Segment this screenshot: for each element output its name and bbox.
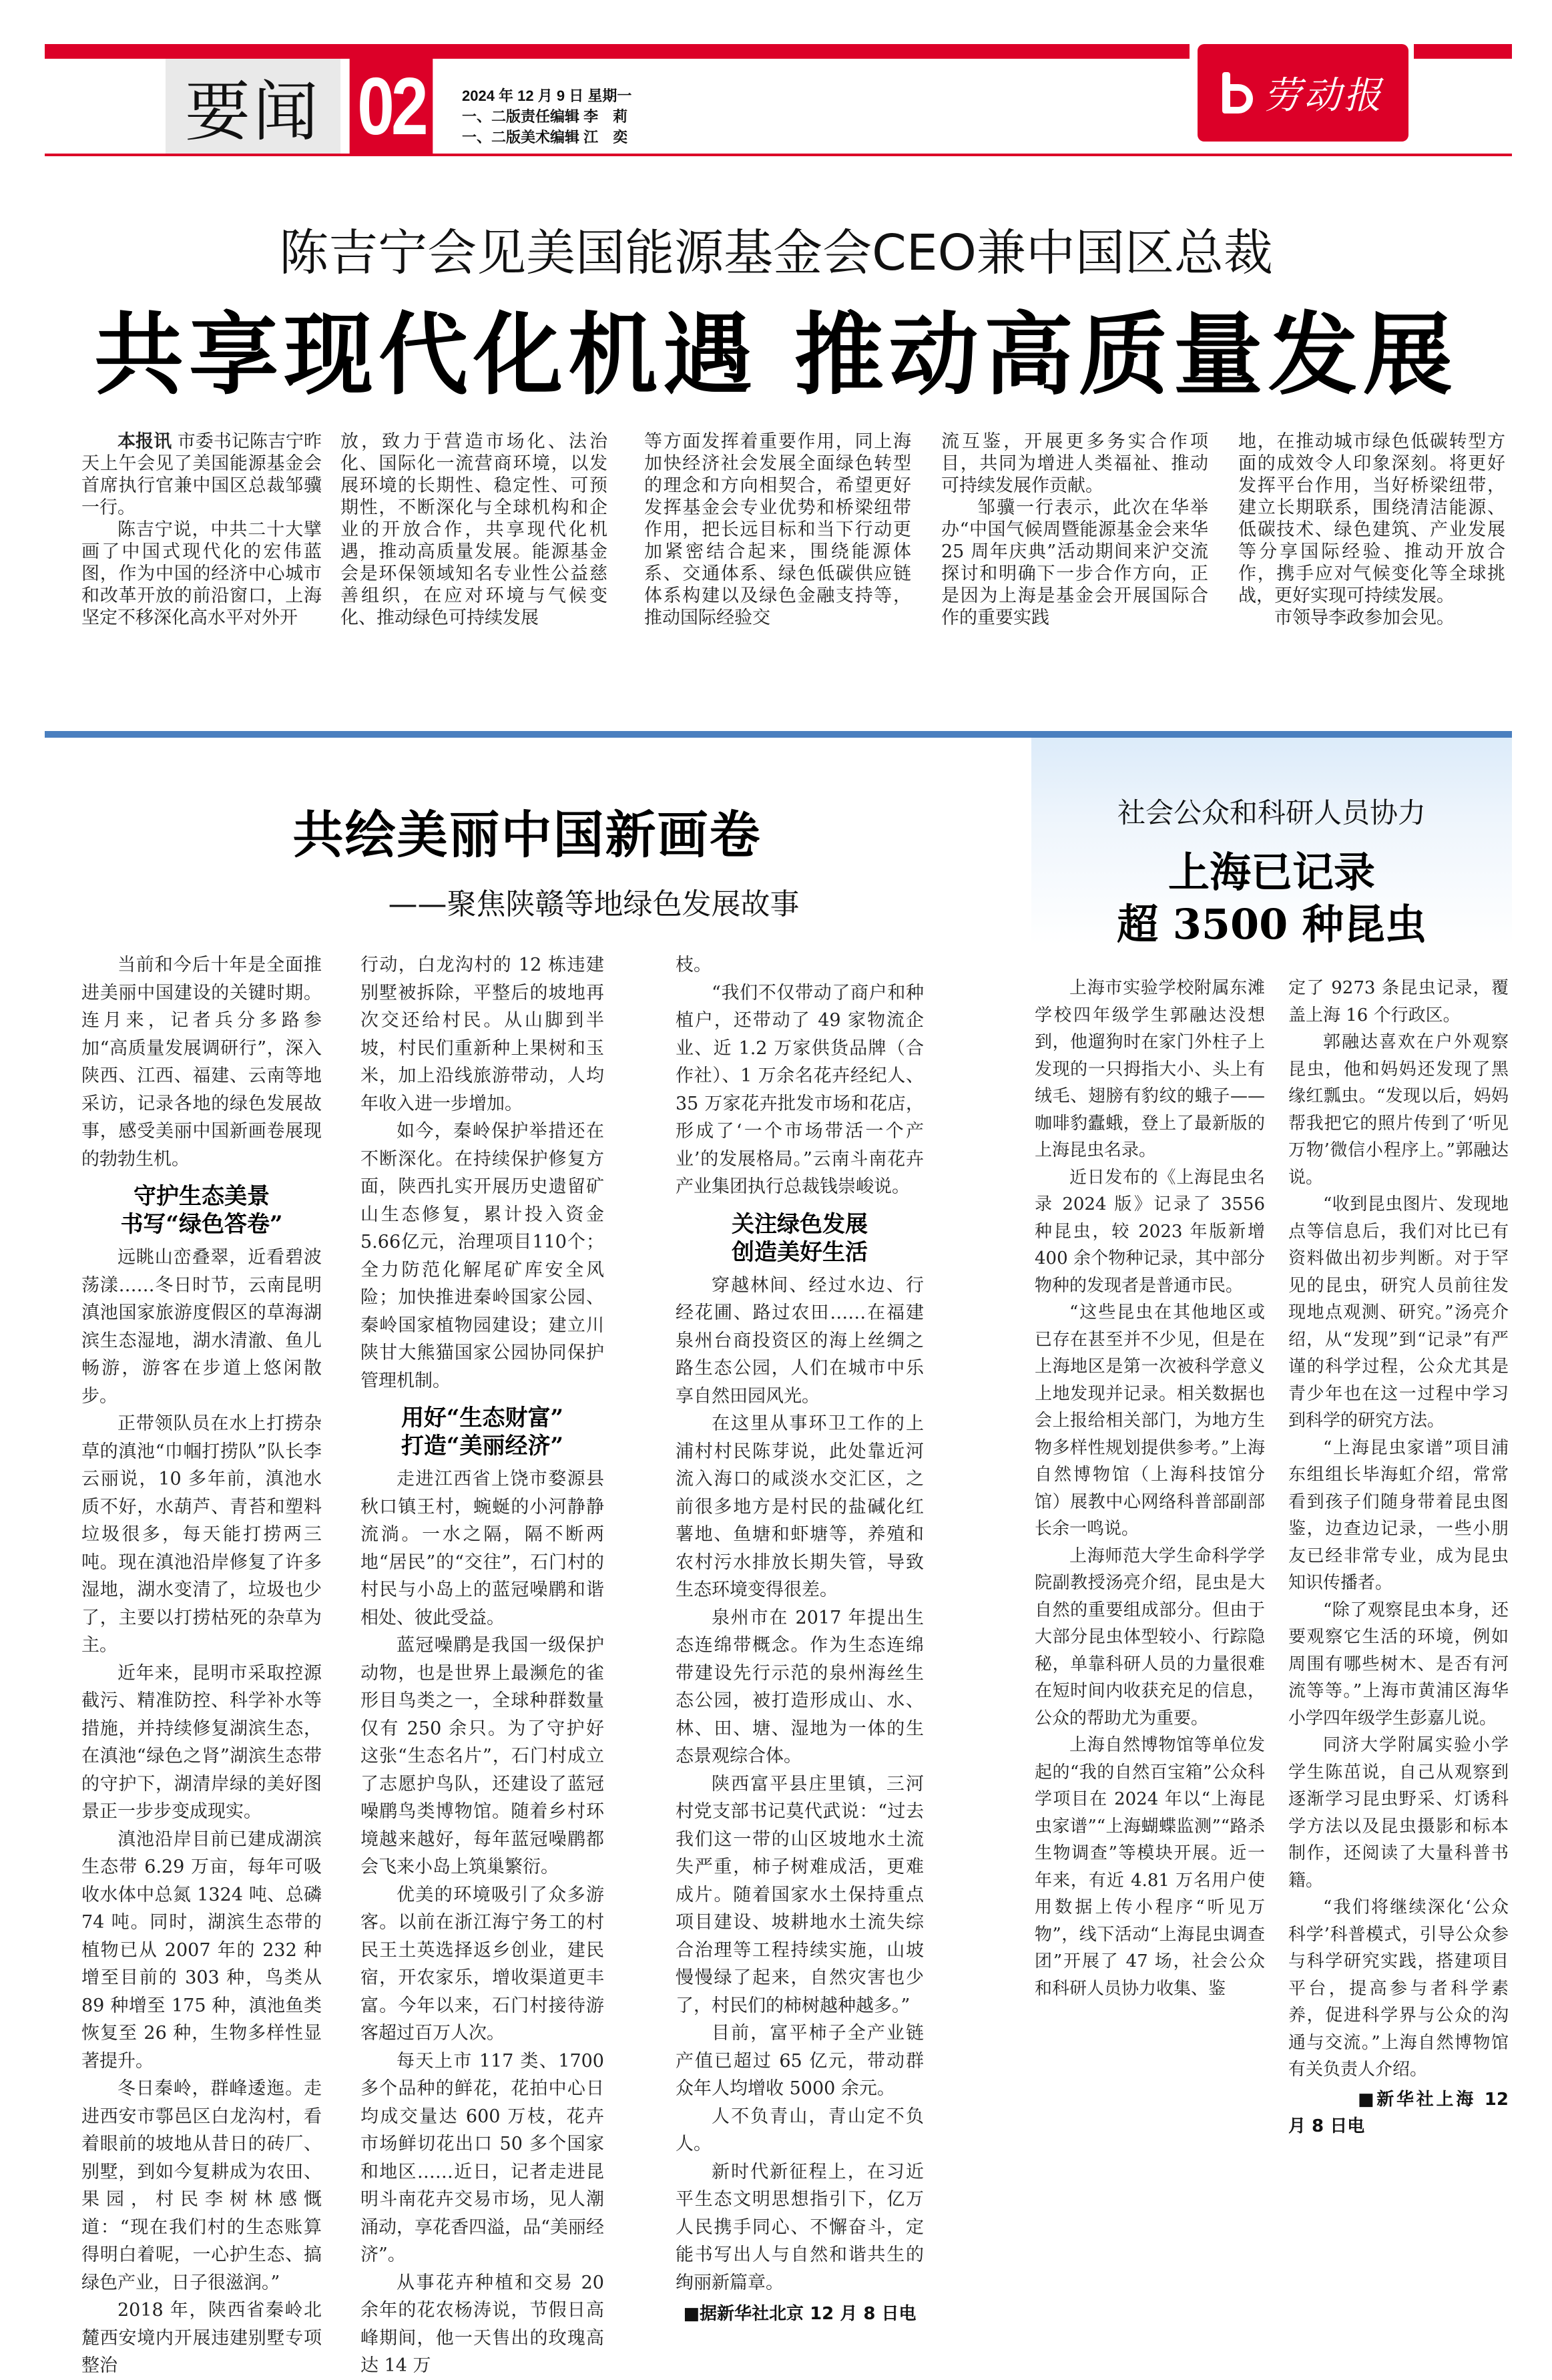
article2-paragraph: 冬日秦岭，群峰逶迤。走进西安市鄠邑区白龙沟村，看着眼前的坡地从昔日的砖厂、别墅，到如今复耕成为农田、果园，村民李树林感慨道：“现在我们村的生态账算得明白着呢，一心护生态、搞绿色产业，日子很滋润。” bbox=[81, 2078, 322, 2293]
article2-column-1 bbox=[81, 951, 322, 2380]
article2-paragraph: 在这里从事环卫工作的上浦村村民陈芽说，此处靠近河流入海口的咸淡水交汇区，之前很多地方是村民的盐碱化红薯地、鱼塘和虾塘等，养殖和农村污水排放长期失管，导致生态环境变得很差。 bbox=[676, 1413, 924, 1600]
article2-paragraph: 每天上市 117 类、1700 多个品种的鲜花，花拍中心日均成交量达 600 万枝，花卉市场鲜切花出口 50 多个国家和地区……近日，记者走进昆明斗南花卉交易市场，见人潮涌动，享花香四溢，品“美丽经济”。 bbox=[360, 2050, 604, 2265]
sidebar-paragraph: 近日发布的《上海昆虫名录 2024 版》记录了 3556 种昆虫，较 2023 年版新增 400 余个物种记录，其中部分物种的发现者是普通市民。 bbox=[1035, 1167, 1265, 1296]
article1-column-4 bbox=[941, 431, 1208, 629]
article2-paragraph: 远眺山峦叠翠，近看碧波荡漾……冬日时节，云南昆明滇池国家旅游度假区的草海湖滨生态湿地，湖水清澈、鱼儿畅游，游客在步道上悠闲散步。 bbox=[81, 1247, 322, 1407]
article2-paragraph: 近年来，昆明市采取控源截污、精准防控、科学补水等措施，并持续修复湖滨生态，在滇池“绿色之肾”湖滨生态带的守护下，湖清岸绿的美好图景正一步步变成现实。 bbox=[81, 1662, 322, 1822]
article1-paragraph: 等方面发挥着重要作用，同上海加快经济社会发展全面绿色转型的理念和方向相契合，希望更好发挥基金会专业优势和桥梁纽带作用，把长远目标和当下行动更加紧密结合起来，围绕能源体系、交通体系、绿色低碳供应链体系构建以及绿色金融支持等，推动国际经验交 bbox=[644, 431, 911, 628]
sidebar-paragraph: “收到昆虫图片、发现地点等信息后，我们对比已有资料做出初步判断。对于罕见的昆虫，研究人员前往发现地点观测、研究。”汤亮介绍，从“发现”到“记录”有严谨的科学过程，公众尤其是青少年也在这一过程中学习到科学的研究方法。 bbox=[1288, 1194, 1509, 1431]
page-number: 02 bbox=[350, 59, 433, 154]
sidebar-column-1 bbox=[1035, 975, 1265, 2002]
sidebar-paragraph: “这些昆虫在其他地区或已存在甚至并不少见，但是在上海地区是第一次被科学意义上地发现并记录。相关数据也会上报给相关部门，为地方生物多样性规划提供参考。”上海自然博物馆（上海科技馆分馆）展教中心网络科普部副部长余一鸣说。 bbox=[1035, 1302, 1265, 1539]
heading-line: 创造美好生活 bbox=[732, 1238, 868, 1266]
heading-line: 用好“生态财富” bbox=[401, 1405, 564, 1431]
article1-column-5 bbox=[1238, 431, 1505, 629]
article2-intro: 当前和今后十年是全面推进美丽中国建设的关键时期。连月来，记者兵分多路参加“高质量发展调研行”，深入陕西、江西、福建、云南等地采访，记录各地的绿色发展故事，感受美丽中国新画卷展现的勃勃生机。 bbox=[81, 955, 322, 1170]
sidebar-paragraph: 上海师范大学生命科学学院副教授汤亮介绍，昆虫是大自然的重要组成部分。但由于大部分昆虫体型较小、行踪隐秘，单靠科研人员的力量很难在短时间内收获充足的信息，公众的帮助尤为重要。 bbox=[1035, 1545, 1265, 1728]
article2-paragraph: 从事花卉种植和交易 20 余年的花农杨涛说，节假日高峰期间，他一天售出的玫瑰高达 14 万 bbox=[360, 2272, 604, 2376]
art-editor-line: 一、二版美术编辑 江 奕 bbox=[462, 129, 628, 146]
section3-heading bbox=[676, 1210, 924, 1266]
sidebar-title-line-2: 超 3500 种昆虫 bbox=[1117, 900, 1427, 949]
article2-paragraph: 正带领队员在水上打捞杂草的滇池“巾帼打捞队”队长李云丽说，10 多年前，滇池水质不好，水葫芦、青苔和塑料垃圾很多，每天能打捞两三吨。现在滇池沿岸修复了许多湿地，湖水变清了，垃圾也少了，主要以打捞枯死的杂草为主。 bbox=[81, 1413, 322, 1656]
logo-mark-icon bbox=[1222, 72, 1253, 113]
sidebar-paragraph: 上海市实验学校附属东滩学校四年级学生郭融达没想到，他遛狗时在家门外柱子上发现的一只拇指大小、头上有绒毛、翅膀有豹纹的蛾子——咖啡豹蠹蛾，登上了最新版的上海昆虫名录。 bbox=[1035, 978, 1265, 1160]
sidebar-title-line-1: 上海已记录 bbox=[1168, 848, 1375, 897]
article1-paragraph: 流互鉴，开展更多务实合作项目，共同为增进人类福祉、推动可持续发展作贡献。 bbox=[941, 431, 1208, 496]
article2-paragraph: 陕西富平县庄里镇，三河村党支部书记莫代武说：“过去我们这一带的山区坡地水土流失严重，柿子树难成活，更难成片。随着国家水土保持重点项目建设、坡耕地水土流失综合治理等工程持续实施，山坡慢慢绿了起来，自然灾害也少了，村民们的柿树越种越多。” bbox=[676, 1773, 924, 2016]
article1-paragraph: 市领导李政参加会见。 bbox=[1274, 608, 1455, 628]
article2-paragraph: 滇池沿岸目前已建成湖滨生态带 6.29 万亩，每年可吸收水体中总氮 1324 吨、总磷 74 吨。同时，湖滨生态带的植物已从 2007 年的 232 种增至目前的 303 种，鸟类从 89 种增至 175 种，滇池鱼类恢复至 26 种，生物多样性显著提升。 bbox=[81, 1829, 322, 2072]
paragraph-text: 市委书记陈吉宁昨天上午会见了美国能源基金会首席执行官兼中国区总裁邹骥一行。 bbox=[81, 431, 322, 518]
sidebar-signoff: ■新华社上海 12 月 8 日电 bbox=[1288, 2089, 1509, 2136]
article1-paragraph bbox=[81, 431, 322, 519]
article1-column-3 bbox=[644, 431, 911, 629]
editor-line: 一、二版责任编辑 李 莉 bbox=[462, 108, 628, 125]
sidebar-kicker: 社会公众和科研人员协力 bbox=[1117, 796, 1426, 829]
article1-column-1 bbox=[81, 431, 322, 629]
article2-paragraph: 行动，白龙沟村的 12 栋违建别墅被拆除，平整后的坡地再次交还给村民。从山脚到半坡，村民们重新种上果树和玉米，加上沿线旅游带动，人均年收入进一步增加。 bbox=[360, 955, 604, 1114]
section2-heading bbox=[360, 1404, 604, 1460]
section1-heading bbox=[81, 1182, 322, 1238]
sidebar-title bbox=[1031, 847, 1512, 951]
article2-paragraph: 如今，秦岭保护举措还在不断深化。在持续保护修复方面，陕西扎实开展历史遗留矿山生态修复，累计投入资金5.66亿元，治理项目110个；全力防范化解尾矿库安全风险；加快推进秦岭国家公园、秦岭国家植物园建设；建立川陕甘大熊猫国家公园协同保护管理机制。 bbox=[360, 1121, 604, 1391]
article2-paragraph: 目前，富平柿子全产业链产值已超过 65 亿元，带动群众年人均增收 5000 余元。 bbox=[676, 2023, 924, 2099]
article2-column-2 bbox=[360, 951, 604, 2380]
sidebar-paragraph: “除了观察昆虫本身，还要观察它生活的环境，例如周围有哪些树木、是否有河流等等。”上海市黄浦区海华小学四年级学生彭嘉儿说。 bbox=[1288, 1600, 1509, 1728]
article2-paragraph: 走进江西省上饶市婺源县秋口镇王村，蜿蜒的小河静静流淌。一水之隔，隔不断两地“居民”的“交往”，石门村的村民与小岛上的蓝冠噪鹛和谐相处、彼此受益。 bbox=[360, 1469, 604, 1628]
article2-paragraph: 人不负青山，青山定不负人。 bbox=[676, 2106, 924, 2154]
article2-paragraph: 优美的环境吸引了众多游客。以前在浙江海宁务工的村民王土英选择返乡创业，建民宿，开农家乐，增收渠道更丰富。今年以来，石门村接待游客超过百万人次。 bbox=[360, 1884, 604, 2044]
article1-paragraph: 邹骥一行表示，此次在华举办“中国气候周暨能源基金会来华 25 周年庆典”活动期间来沪交流探讨和明确下一步合作方向，正是因为上海是基金会开展国际合作的重要实践 bbox=[941, 497, 1208, 628]
article2-paragraph: 新时代新征程上，在习近平生态文明思想指引下，亿万人民携手同心、不懈奋斗，定能书写出人与自然和谐共生的绚丽新篇章。 bbox=[676, 2161, 924, 2293]
article2-title: 共绘美丽中国新画卷 bbox=[292, 805, 762, 865]
article2-subtitle: ——聚焦陕赣等地绿色发展故事 bbox=[388, 887, 800, 921]
section-name: 要闻 bbox=[166, 59, 340, 154]
heading-line: 关注绿色发展 bbox=[732, 1210, 868, 1238]
article1-title: 共享现代化机遇 推动高质量发展 bbox=[94, 303, 1458, 407]
article2-paragraph: 穿越林间、经过水边、行经花圃、路过农田……在福建泉州台商投资区的海上丝绸之路生态公园，人们在城市中乐享自然田园风光。 bbox=[676, 1274, 924, 1407]
heading-line: 书写“绿色答卷” bbox=[120, 1211, 283, 1238]
sidebar-paragraph: “上海昆虫家谱”项目浦东组组长毕海虹介绍，常常看到孩子们随身带着昆虫图鉴，边查边记录，一些小朋友已经非常专业，成为昆虫知识传播者。 bbox=[1288, 1437, 1509, 1593]
heading-line: 打造“美丽经济” bbox=[401, 1433, 564, 1459]
sidebar-paragraph: 上海自然博物馆等单位发起的“我的自然百宝箱”公众科学项目在 2024 年以“上海昆虫家谱”“上海蝴蝶监测”“路杀生物调查”等模块开展。近一年来，有近 4.81 万名用户使用数据上传小程序“听见万物”，线下活动“上海昆虫调查团”开展了 47 场，社会公众和科研人员协力收集、鉴 bbox=[1035, 1735, 1265, 1999]
lead-label: 本报讯 bbox=[117, 431, 172, 452]
date-line: 2024 年 12 月 9 日 星期一 bbox=[462, 87, 632, 104]
sidebar-paragraph: 定了 9273 条昆虫记录，覆盖上海 16 个行政区。 bbox=[1288, 978, 1509, 1025]
article2-signoff: ■据新华社北京 12 月 8 日电 bbox=[683, 2304, 917, 2324]
article1-column-2 bbox=[340, 431, 607, 629]
newspaper-logo bbox=[1198, 44, 1408, 142]
article1-subtitle: 陈吉宁会见美国能源基金会CEO兼中国区总裁 bbox=[279, 224, 1273, 282]
sidebar-paragraph: 郭融达喜欢在户外观察昆虫，他和妈妈还发现了黑缘红瓢虫。“发现以后，妈妈帮我把它的照片传到了‘听见万物’微信小程序上。”郭融达说。 bbox=[1288, 1032, 1509, 1188]
article2-paragraph: “我们不仅带动了商户和种植户，还带动了 49 家物流企业、近 1.2 万家供货品牌（合作社）、1 万余名花卉经纪人、35 万家花卉批发市场和花店，形成了‘一个市场带活一个产业’的发展格局。”云南斗南花卉产业集团执行总裁钱崇峻说。 bbox=[676, 982, 924, 1197]
logo-text: 劳动报 bbox=[1264, 74, 1384, 117]
sidebar-paragraph: “我们将继续深化‘公众科学’科普模式，引导公众参与科学研究实践，搭建项目平台，提高参与者科学素养，促进科学界与公众的沟通与交流。”上海自然博物馆有关负责人介绍。 bbox=[1288, 1897, 1509, 2080]
article2-paragraph: 枝。 bbox=[676, 955, 712, 975]
heading-line: 守护生态美景 bbox=[134, 1183, 270, 1210]
article2-column-3 bbox=[676, 951, 924, 2329]
article2-paragraph: 蓝冠噪鹛是我国一级保护动物，也是世界上最濒危的雀形目鸟类之一，全球种群数量仅有 250 余只。为了守护好这张“生态名片”，石门村成立了志愿护鸟队，还建设了蓝冠噪鹛鸟类博物馆。随着乡村环境越来越好，每年蓝冠噪鹛都会飞来小岛上筑巢繁衍。 bbox=[360, 1635, 604, 1877]
article1-paragraph: 陈吉宁说，中共二十大擘画了中国式现代化的宏伟蓝图，作为中国的经济中心城市和改革开放的前沿窗口，上海坚定不移深化高水平对外开 bbox=[81, 519, 322, 628]
article2-paragraph: 泉州市在 2017 年提出生态连绵带概念。作为生态连绵带建设先行示范的泉州海丝生态公园，被打造形成山、水、林、田、塘、湿地为一体的生态景观综合体。 bbox=[676, 1607, 924, 1766]
masthead-rule bbox=[45, 154, 1512, 156]
article1-paragraph: 放，致力于营造市场化、法治化、国际化一流营商环境，以发展环境的长期性、稳定性、可预期性，不断深化与全球机构和企业的开放合作，共享现代化机遇，推动高质量发展。能源基金会是环保领域知名专业性公益慈善组织，在应对环境与气候变化、推动绿色可持续发展 bbox=[340, 431, 607, 628]
section-divider-bar bbox=[45, 731, 1512, 738]
sidebar-column-2 bbox=[1288, 975, 1509, 2140]
article1-paragraph: 地，在推动城市绿色低碳转型方面的成效令人印象深刻。将更好发挥平台作用，当好桥梁纽带，建立长期联系，围绕清洁能源、低碳技术、绿色建筑、产业发展等分享国际经验、推动开放合作，携手应对气候变化等全球挑战，更好实现可持续发展。 bbox=[1238, 431, 1505, 606]
article2-paragraph: 2018 年，陕西省秦岭北麓西安境内开展违建别墅专项整治 bbox=[81, 2300, 322, 2376]
sidebar-paragraph: 同济大学附属实验小学学生陈茁说，自己从观察到逐渐学习昆虫野采、灯诱科学方法以及昆虫摄影和标本制作，还阅读了大量科普书籍。 bbox=[1288, 1735, 1509, 1891]
edition-info bbox=[462, 85, 631, 148]
